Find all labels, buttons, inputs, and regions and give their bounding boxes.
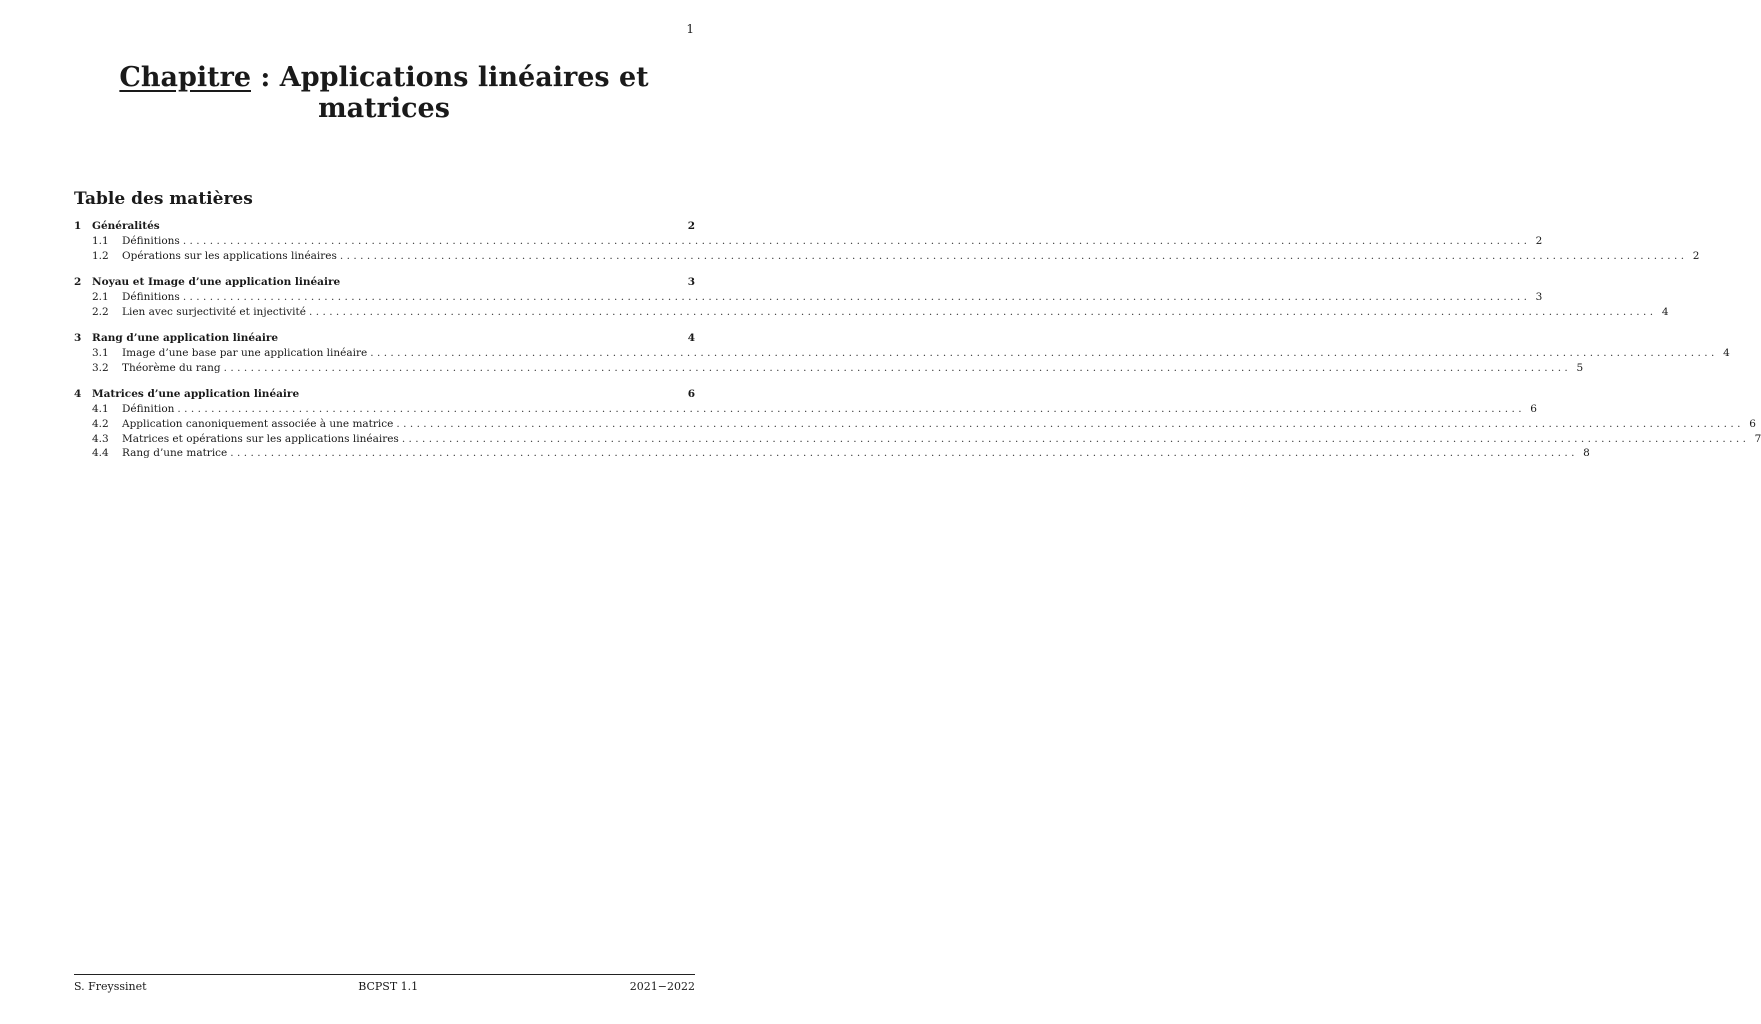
subsection-page: 2 <box>1692 250 1700 263</box>
subsection-number: 4.2 <box>92 417 109 430</box>
page-number: 1 <box>686 22 694 36</box>
subsection-label: Opérations sur les applications linéaires <box>122 250 337 263</box>
toc-section <box>74 275 1669 321</box>
subsection-label: Matrices et opérations sur les applications linéaires <box>122 432 399 445</box>
toc-leader: ........................................................................................................................................................................................................ <box>339 250 1688 263</box>
toc-subsection-entry[interactable] <box>74 291 1543 306</box>
subsection-number: 3.1 <box>92 347 109 360</box>
subsection-label: Application canoniquement associée à une matrice <box>122 417 394 430</box>
subsection-page: 4 <box>1661 305 1669 318</box>
subsection-label: Rang d’une matrice <box>122 447 228 460</box>
section-number: 3 <box>74 331 82 344</box>
toc-subsection-entry[interactable] <box>74 417 1756 433</box>
footer-rule <box>74 974 695 975</box>
footer-author: S. Freyssinet <box>74 980 147 993</box>
toc-section-entry[interactable] <box>74 388 695 403</box>
section-number: 1 <box>74 220 82 232</box>
toc-heading: Table des matières <box>74 189 253 209</box>
subsection-page: 3 <box>1535 291 1543 304</box>
subsection-number: 2.2 <box>92 305 109 318</box>
toc-leader: ........................................................................................................................................................................................................ <box>177 402 1525 415</box>
subsection-number: 1.1 <box>92 235 109 248</box>
subsection-label: Définition <box>122 402 175 415</box>
subsection-label: Image d’une base par une application linéaire <box>122 347 368 360</box>
toc-section-entry[interactable] <box>74 220 695 235</box>
section-page: 6 <box>687 387 695 400</box>
toc-leader: ........................................................................................................................................................................................................ <box>396 417 1744 430</box>
toc-leader: ........................................................................................................................................................................................................ <box>182 291 1531 304</box>
subsection-page: 6 <box>1749 417 1756 430</box>
subsection-label: Lien avec surjectivité et injectivité <box>122 305 306 318</box>
section-page: 2 <box>687 220 695 232</box>
toc-section <box>74 387 1761 462</box>
subsection-number: 3.2 <box>92 361 109 374</box>
toc-section <box>74 220 1700 265</box>
subsection-number: 4.1 <box>92 402 109 415</box>
section-label: Noyau et Image d’une application linéaire <box>92 275 341 288</box>
page-footer <box>74 980 695 993</box>
subsection-page: 8 <box>1583 447 1590 460</box>
toc-section <box>74 331 1730 377</box>
subsection-number: 4.3 <box>92 432 109 445</box>
subsection-page: 5 <box>1576 361 1584 374</box>
toc-section-entry[interactable] <box>74 332 695 347</box>
toc-subsection-entry[interactable] <box>74 250 1700 265</box>
subsection-number: 4.4 <box>92 447 109 460</box>
toc-section-entry[interactable] <box>74 276 695 291</box>
section-page: 3 <box>687 275 695 288</box>
toc-subsection-entry[interactable] <box>74 235 1543 250</box>
chapter-title <box>74 62 694 124</box>
toc-subsection-entry[interactable] <box>74 432 1761 448</box>
toc-leader: ........................................................................................................................................................................................................ <box>182 235 1531 248</box>
subsection-number: 2.1 <box>92 291 109 304</box>
section-number: 4 <box>74 387 82 400</box>
toc-leader: ........................................................................................................................................................................................................ <box>308 305 1657 318</box>
toc-leader: ........................................................................................................................................................................................................ <box>370 347 1718 360</box>
toc-subsection-entry[interactable] <box>74 361 1584 377</box>
subsection-label: Définitions <box>122 235 180 248</box>
subsection-page: 6 <box>1530 402 1537 415</box>
toc-subsection-entry[interactable] <box>74 447 1590 462</box>
subsection-page: 7 <box>1754 432 1761 445</box>
table-of-contents <box>74 220 1761 473</box>
chapter-title-text: : Applications linéaires et matrices <box>251 62 649 124</box>
footer-year: 2021−2022 <box>629 980 695 993</box>
chapter-label: Chapitre <box>119 62 251 93</box>
subsection-label: Définitions <box>122 291 180 304</box>
subsection-label: Théorème du rang <box>122 361 221 374</box>
subsection-page: 4 <box>1723 347 1730 360</box>
toc-leader: ........................................................................................................................................................................................................ <box>401 432 1750 445</box>
section-number: 2 <box>74 275 82 288</box>
section-label: Généralités <box>92 220 160 232</box>
toc-leader: ........................................................................................................................................................................................................ <box>230 447 1578 460</box>
toc-subsection-entry[interactable] <box>74 347 1730 362</box>
toc-leader: ........................................................................................................................................................................................................ <box>223 361 1572 374</box>
toc-subsection-entry[interactable] <box>74 305 1669 321</box>
subsection-page: 2 <box>1535 235 1543 248</box>
toc-subsection-entry[interactable] <box>74 402 1537 418</box>
subsection-number: 1.2 <box>92 250 109 263</box>
section-label: Rang d’une application linéaire <box>92 331 279 344</box>
section-page: 4 <box>687 331 695 344</box>
section-label: Matrices d’une application linéaire <box>92 387 300 400</box>
footer-class: BCPST 1.1 <box>358 980 419 993</box>
